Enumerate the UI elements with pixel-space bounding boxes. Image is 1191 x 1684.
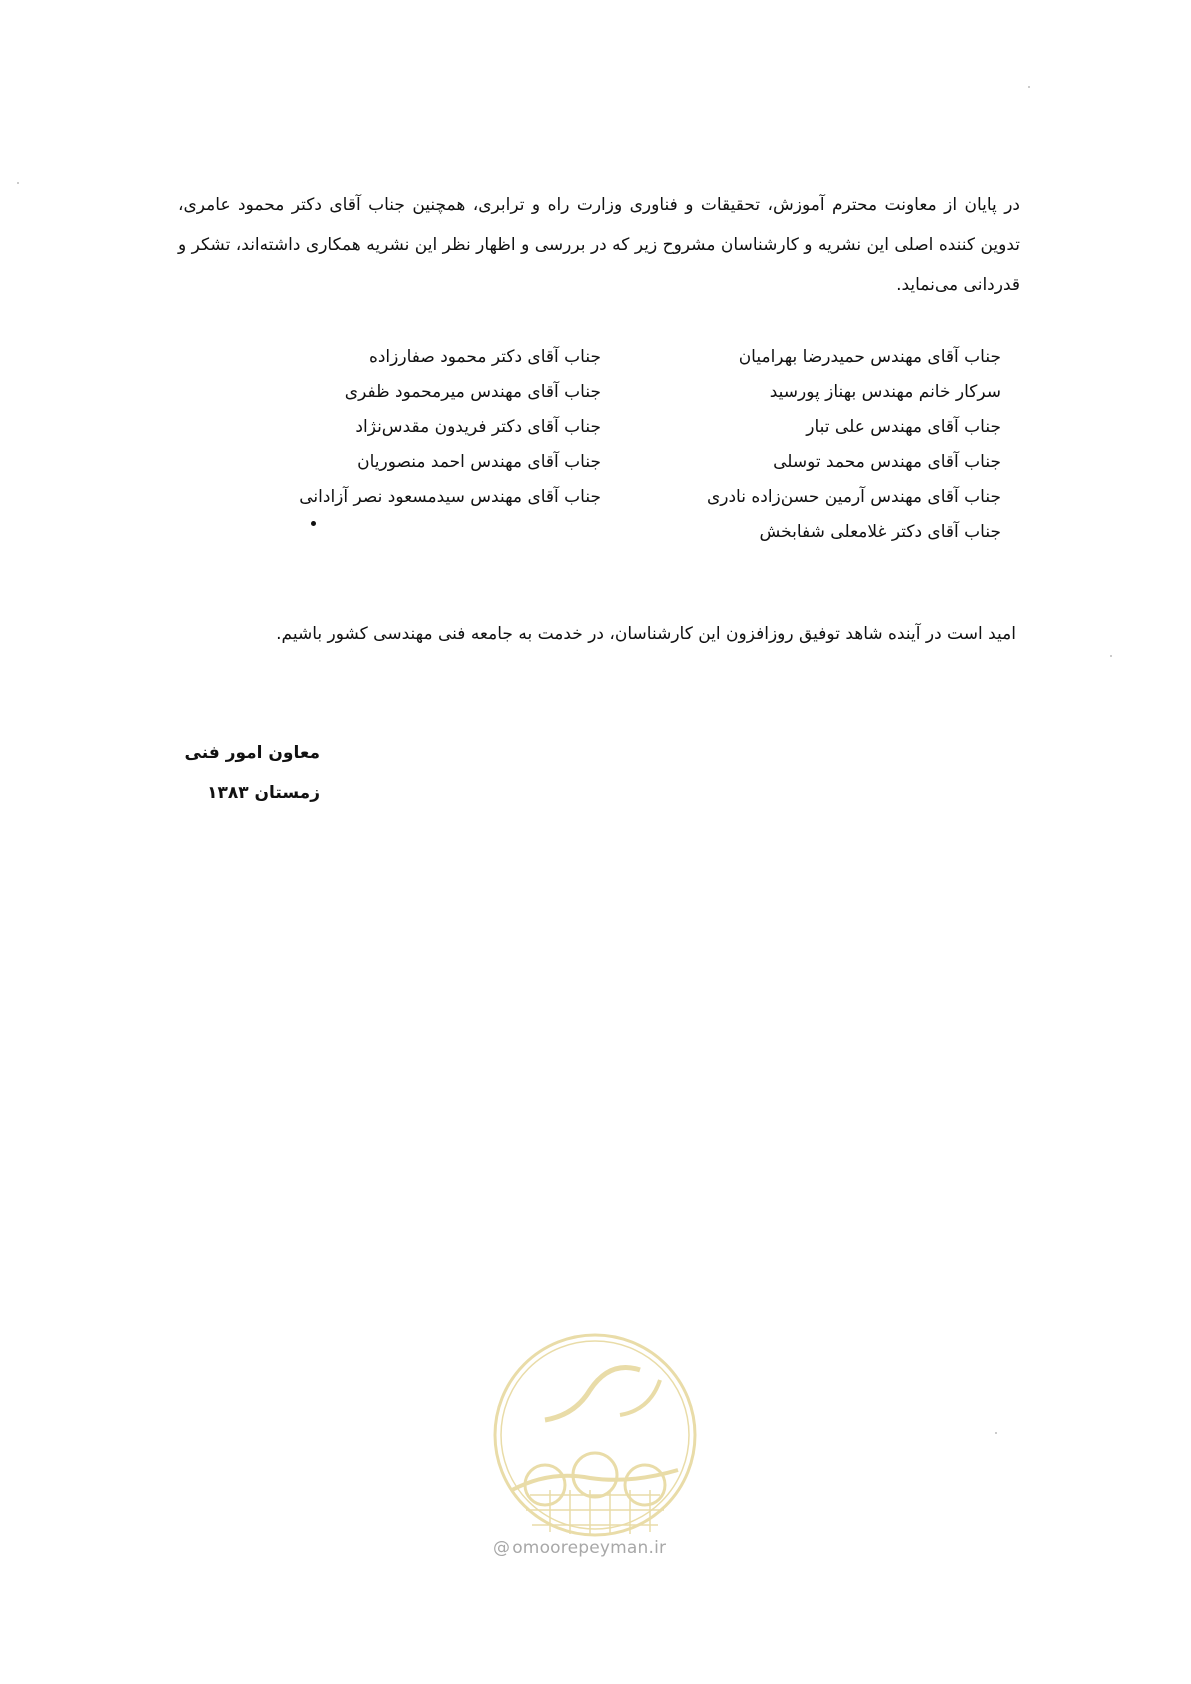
contributor-name: جناب آقای دکتر فریدون مقدس‌نژاد: [355, 417, 601, 437]
scan-speck: [995, 1432, 997, 1434]
intro-paragraph: در پایان از معاونت محترم آموزش، تحقیقات و فناوری وزارت راه و ترابری، همچنین جناب آقای دکتر محمود عامری، تدوین کننده اصلی این نشریه و کارشناسان مشروح زیر که در بررسی و اظهار نظر این نشریه همکاری داشته‌اند، تشکر و قدردانی می‌نماید.: [178, 195, 1020, 295]
contributors-right-column: [671, 340, 1001, 550]
watermark-seal-icon: [490, 1320, 700, 1550]
signature-block: [185, 733, 321, 813]
signature-date: زمستان ۱۳۸۳: [207, 783, 320, 803]
watermark-site: @ omoorepeyman.ir: [493, 1538, 667, 1558]
contributor-name: جناب آقای مهندس احمد منصوریان: [357, 452, 601, 472]
contributor-name: جناب آقای مهندس میرمحمود ظفری: [344, 382, 601, 402]
contributor-name: جناب آقای مهندس آرمین حسن‌زاده نادری: [706, 487, 1001, 507]
contributor-name: سرکار خانم مهندس بهناز پورسید: [769, 382, 1001, 402]
contributor-name: جناب آقای دکتر محمود صفارزاده: [368, 347, 601, 367]
contributor-name: جناب آقای دکتر غلامعلی شفابخش: [759, 522, 1001, 542]
contributor-name: جناب آقای مهندس سیدمسعود نصر آزادانی: [299, 487, 601, 507]
contributor-name: جناب آقای مهندس محمد توسلی: [773, 452, 1001, 472]
scan-speck: [17, 182, 19, 184]
watermark-logo: [490, 1320, 700, 1570]
contributor-name: جناب آقای مهندس حمیدرضا بهرامیان: [738, 347, 1001, 367]
scan-speck: [1028, 86, 1030, 88]
scan-speck: [1110, 655, 1112, 657]
contributor-name: جناب آقای مهندس علی تبار: [806, 417, 1001, 437]
signature-title: معاون امور فنی: [184, 743, 320, 763]
contributors-left-column: [281, 340, 601, 515]
at-icon: @: [493, 1538, 511, 1558]
stray-dot: [311, 521, 316, 526]
closing-paragraph: امید است در آینده شاهد توفیق روزافزون این کارشناسان، در خدمت به جامعه فنی مهندسی کشور باشیم.: [276, 624, 1016, 644]
